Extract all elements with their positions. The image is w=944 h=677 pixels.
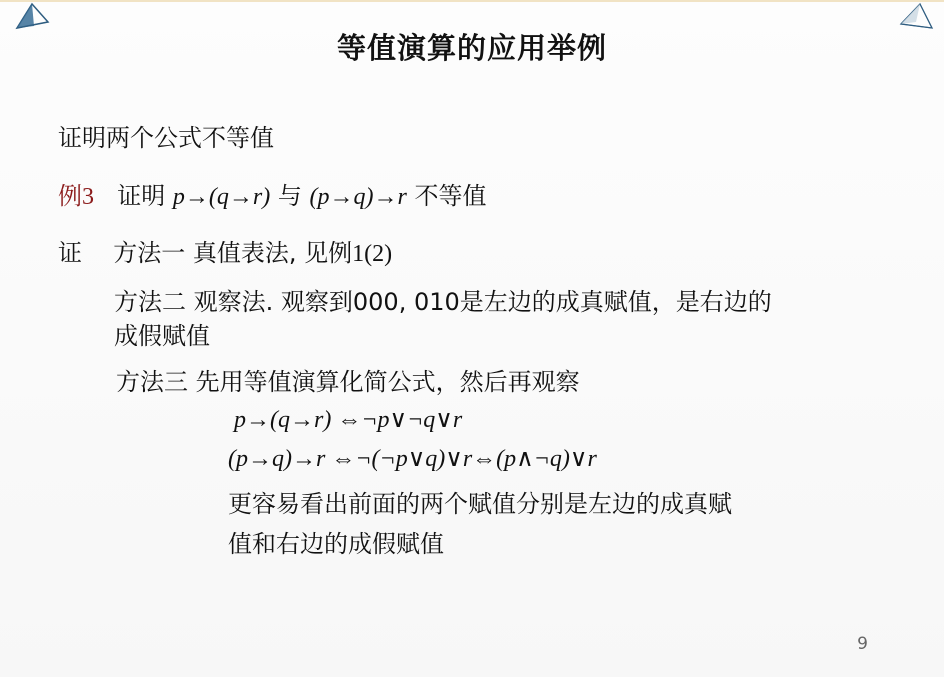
proof-label: 证 [58,239,82,267]
example-line [58,176,487,211]
top-rule [0,0,944,2]
method1-text: 方法一 真值表法, 见例 [113,239,353,267]
proof-method1-line [58,233,392,268]
conclusion-line1: 更容易看出前面的两个赋值分别是左边的成真赋 [228,490,732,518]
section-heading: 证明两个公式不等值 [58,124,274,152]
example-label: 例 [58,182,82,210]
method3-line: 方法三 先用等值演算化简公式，然后再观察 [116,368,580,396]
example-connector: 与 [277,182,302,210]
formula-b: (p→q)→r [309,184,407,210]
equation-2: (p→q)→r ⇔¬(¬p∨q)∨r⇔(p∧¬q)∨r [228,446,597,472]
equation-1: p→(q→r) ⇔¬p∨¬q∨r [234,407,463,433]
example-suffix: 不等值 [414,182,487,210]
slide-title: 等值演算的应用举例 [336,31,607,65]
formula-a: p→(q→r) [172,184,271,210]
conclusion-line2: 值和右边的成假赋值 [228,530,444,558]
page-number: 9 [857,634,868,654]
method1-ref: 1(2) [352,241,393,267]
method2-line2: 成假赋值 [114,322,210,350]
example-prefix: 证明 [117,182,166,210]
example-number: 3 [82,184,94,210]
method2-line1: 方法二 观察法. 观察到000, 010是左边的成真赋值，是右边的 [114,288,772,316]
